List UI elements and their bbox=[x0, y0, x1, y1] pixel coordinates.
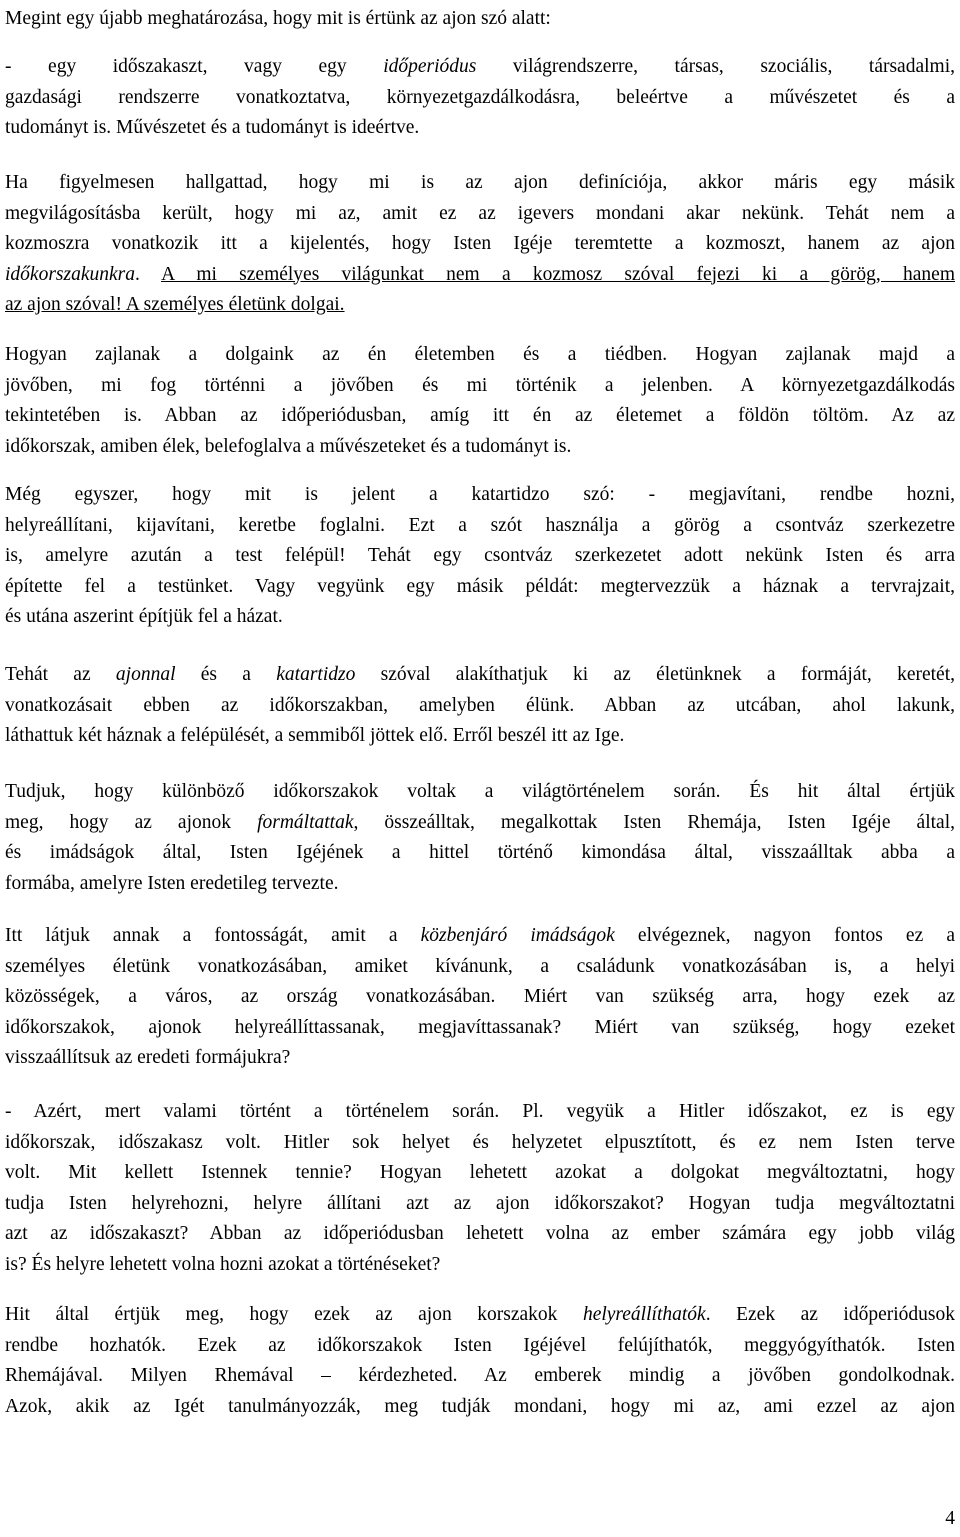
text-segment: személyes életünk vonatkozásában, amiket kívánunk, a családunk vonatkozásában is, a helyi bbox=[5, 955, 955, 977]
paragraph bbox=[5, 340, 955, 462]
text-segment: gazdasági rendszerre vonatkoztatva, környezetgazdálkodásra, beleértve a művészetet és a bbox=[5, 86, 955, 108]
text-segment: formába, amelyre Isten eredetileg tervezte. bbox=[5, 872, 339, 894]
paragraph bbox=[5, 660, 955, 752]
text-segment: vonatkozásait ebben az időkorszakban, amelyben élünk. Abban az utcában, ahol lakunk, bbox=[5, 694, 955, 716]
italic-text: ajonnal bbox=[115, 664, 176, 685]
text-line bbox=[5, 480, 955, 511]
text-line bbox=[5, 869, 955, 900]
text-line bbox=[5, 199, 955, 230]
text-line bbox=[5, 1331, 955, 1362]
text-segment: és imádságok által, Isten Igéjének a hittel történő kimondása által, visszaálltak abba a bbox=[5, 842, 955, 863]
text-segment: építette fel a testünket. Vagy vegyünk egy másik példát: megtervezzük a háznak a tervrajzait, bbox=[5, 575, 955, 597]
text-segment: . bbox=[135, 263, 162, 285]
text-line bbox=[5, 511, 955, 542]
text-line bbox=[5, 168, 955, 199]
text-segment: Ha figyelmesen hallgattad, hogy mi is az ajon definíciója, akkor máris egy másik bbox=[5, 172, 955, 193]
italic-text: időkorszakunkra bbox=[5, 263, 135, 285]
underlined-text: az ajon szóval! A személyes életünk dolgai. bbox=[5, 294, 345, 315]
text-segment: elvégeznek, nagyon fontos ez a bbox=[614, 925, 955, 946]
text-segment: és utána aszerint építjük fel a házat. bbox=[5, 606, 283, 627]
text-line bbox=[5, 1043, 955, 1074]
text-line bbox=[5, 691, 955, 722]
text-line bbox=[5, 1361, 955, 1392]
text-segment: közösségek, a város, az ország vonatkozásában. Miért van szükség arra, hogy ezek az bbox=[5, 986, 955, 1007]
text-segment: jövőben, mi fog történni a jövőben és mi történik a jelenben. A környezetgazdálkodás bbox=[5, 374, 955, 396]
text-segment: azt az időszakaszt? Abban az időperiódusban lehetett volna az ember számára egy jobb világ bbox=[5, 1223, 955, 1244]
text-line bbox=[5, 808, 955, 839]
text-segment: volt. Mit kellett Istennek tennie? Hogyan lehetett azokat a dolgokat megváltoztatni, hogy bbox=[5, 1162, 955, 1183]
text-segment: tudja Isten helyrehozni, helyre állítani azt az ajon időkorszakot? Hogyan tudja megváltoztatni bbox=[5, 1192, 955, 1214]
text-line bbox=[5, 1392, 955, 1423]
italic-text: formáltattak bbox=[257, 811, 354, 833]
text-segment: , összeálltak, megalkottak Isten Rhemája, Isten Igéje által, bbox=[353, 811, 955, 833]
text-line bbox=[5, 838, 955, 869]
text-line bbox=[5, 432, 955, 463]
text-line bbox=[5, 1013, 955, 1044]
text-line bbox=[5, 4, 955, 35]
text-line bbox=[5, 541, 955, 572]
page-number: 4 bbox=[945, 1508, 955, 1529]
text-line bbox=[5, 401, 955, 432]
text-segment: láthattuk két háznak a felépülését, a semmiből jöttek elő. Erről beszél itt az Ige. bbox=[5, 725, 625, 746]
text-segment: Azok, akik az Igét tanulmányozzák, meg tudják mondani, hogy mi az, ami ezzel az ajon bbox=[5, 1395, 955, 1417]
italic-text: közbenjáró imádságok bbox=[420, 925, 615, 946]
text-segment: tekintetében is. Abban az időperiódusban, amíg itt én az életemet a földön töltöm. Az az bbox=[5, 405, 955, 426]
text-line bbox=[5, 1097, 955, 1128]
text-segment: időkorszak, amiben élek, belefoglalva a művészeteket és a tudományt is. bbox=[5, 435, 572, 457]
text-segment: . Ezek az időperiódusok bbox=[705, 1304, 956, 1325]
text-segment: Megint egy újabb meghatározása, hogy mit is értünk az ajon szó alatt: bbox=[5, 8, 551, 29]
text-line bbox=[5, 290, 955, 321]
text-line bbox=[5, 1128, 955, 1159]
paragraph bbox=[5, 4, 955, 35]
text-line bbox=[5, 921, 955, 952]
italic-text: időperiódus bbox=[383, 56, 477, 77]
text-segment: - Azért, mert valami történt a történelem során. Pl. vegyük a Hitler időszakot, ez is egy bbox=[5, 1101, 955, 1122]
italic-text: helyreállíthatók bbox=[582, 1304, 706, 1325]
text-segment: és a bbox=[175, 664, 277, 685]
text-line bbox=[5, 1219, 955, 1250]
text-segment: Hit által értjük meg, hogy ezek az ajon korszakok bbox=[5, 1304, 583, 1325]
text-line bbox=[5, 1158, 955, 1189]
text-segment: is? És helyre lehetett volna hozni azokat a történéseket? bbox=[5, 1253, 441, 1275]
text-line bbox=[5, 1189, 955, 1220]
text-line bbox=[5, 660, 955, 691]
text-segment: is, amelyre azután a test felépül! Tehát egy csontváz szerkezetet adott nekünk Isten és arra bbox=[5, 545, 955, 566]
text-line bbox=[5, 229, 955, 260]
text-segment: Hogyan zajlanak a dolgaink az én életemben és a tiédben. Hogyan zajlanak majd a bbox=[5, 344, 955, 365]
text-segment: Itt látjuk annak a fontosságát, amit a bbox=[5, 925, 421, 946]
text-segment: időkorszakok, ajonok helyreállíttassanak, megjavíttassanak? Miért van szükség, hogy ezeket bbox=[5, 1016, 955, 1038]
text-line bbox=[5, 982, 955, 1013]
text-line bbox=[5, 83, 955, 114]
text-segment: Még egyszer, hogy mit is jelent a katartidzo szó: - megjavítani, rendbe hozni, bbox=[5, 484, 955, 505]
text-line bbox=[5, 777, 955, 808]
text-line bbox=[5, 721, 955, 752]
text-segment: - egy időszakaszt, vagy egy bbox=[5, 56, 384, 77]
paragraph bbox=[5, 1300, 955, 1422]
text-segment: Tudjuk, hogy különböző időkorszakok voltak a világtörténelem során. És hit által értjük bbox=[5, 781, 955, 802]
paragraph bbox=[5, 168, 955, 321]
text-segment: világrendszerre, társas, szociális, társadalmi, bbox=[476, 56, 955, 77]
text-segment: időkorszak, időszakasz volt. Hitler sok helyet és helyzetet elpusztított, és ez nem Isten terve bbox=[5, 1131, 955, 1153]
text-segment: szóval alakíthatjuk ki az életünknek a formáját, keretét, bbox=[355, 664, 955, 685]
text-line bbox=[5, 113, 955, 144]
paragraph bbox=[5, 777, 955, 899]
text-line bbox=[5, 340, 955, 371]
text-segment: helyreállítani, kijavítani, keretbe foglalni. Ezt a szót használja a görög a csontváz szerkezetre bbox=[5, 514, 955, 536]
underlined-text: A mi személyes világunkat nem a kozmosz szóval fejezi ki a görög, hanem bbox=[161, 263, 955, 285]
text-line bbox=[5, 952, 955, 983]
text-line bbox=[5, 1300, 955, 1331]
text-line bbox=[5, 52, 955, 83]
paragraph bbox=[5, 480, 955, 633]
text-segment: meg, hogy az ajonok bbox=[5, 811, 258, 833]
text-line bbox=[5, 572, 955, 603]
text-segment: Tehát az bbox=[5, 664, 116, 685]
text-segment: rendbe hozhatók. Ezek az időkorszakok Isten Igéjével felújíthatók, meggyógyíthatók. Isten bbox=[5, 1334, 955, 1356]
text-segment: Rhemájával. Milyen Rhemával – kérdezheted. Az emberek mindig a jövőben gondolkodnak. bbox=[5, 1365, 955, 1386]
paragraph bbox=[5, 1097, 955, 1280]
text-line bbox=[5, 1250, 955, 1281]
text-line bbox=[5, 602, 955, 633]
text-line bbox=[5, 260, 955, 291]
text-segment: visszaállítsuk az eredeti formájukra? bbox=[5, 1047, 291, 1068]
paragraph bbox=[5, 921, 955, 1074]
text-segment: tudományt is. Művészetet és a tudományt is ideértve. bbox=[5, 117, 420, 138]
text-segment: kozmoszra vonatkozik itt a kijelentés, hogy Isten Igéje teremtette a kozmoszt, hanem az ajon bbox=[5, 233, 955, 254]
italic-text: katartidzo bbox=[276, 664, 356, 685]
text-line bbox=[5, 371, 955, 402]
paragraph bbox=[5, 52, 955, 144]
text-segment: megvilágosításba került, hogy mi az, amit ez az igevers mondani akar nekünk. Tehát nem a bbox=[5, 202, 955, 224]
